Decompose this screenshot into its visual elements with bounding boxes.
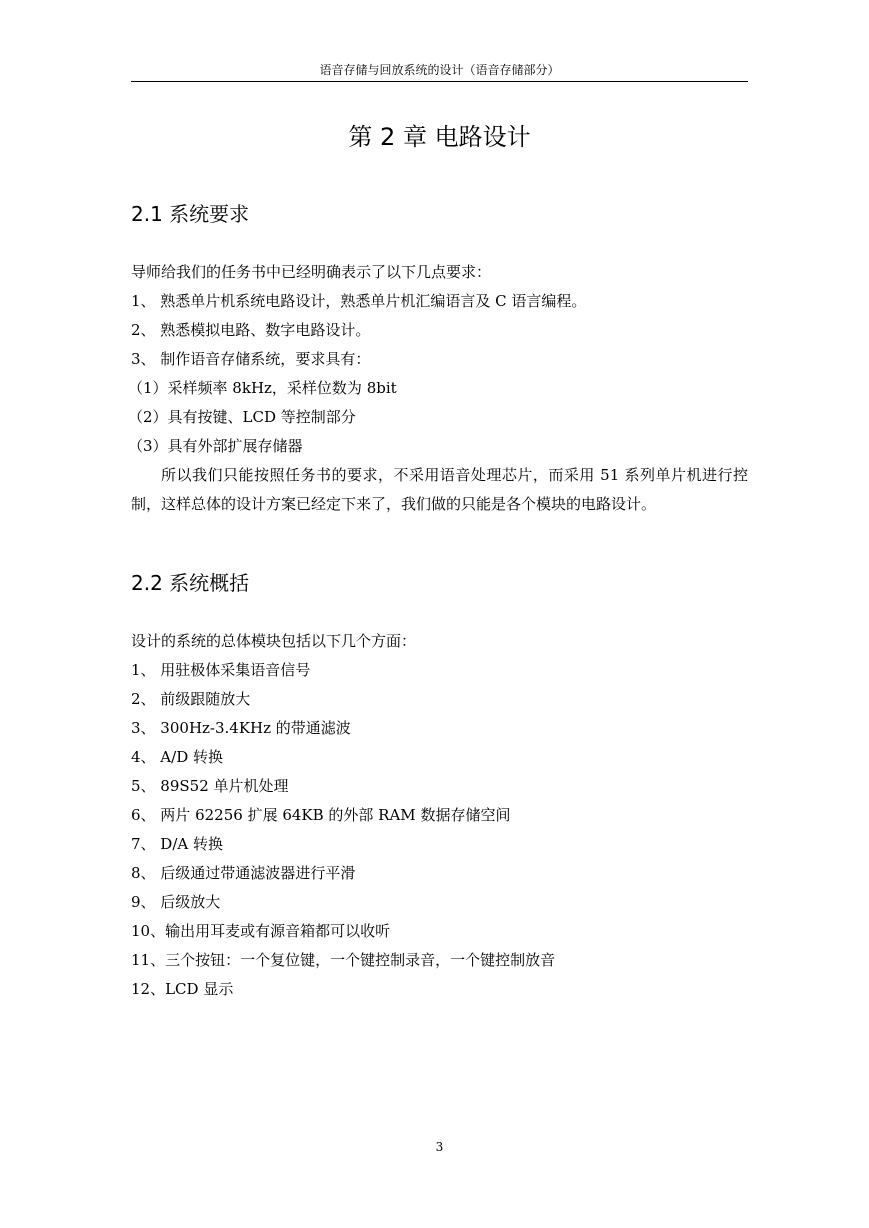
running-header: 语音存储与回放系统的设计（语音存储部分） bbox=[319, 63, 560, 77]
module-item: 1、 用驻极体采集语音信号 bbox=[131, 661, 311, 679]
header-divider bbox=[131, 81, 748, 82]
requirement-subitem: （2）具有按键、LCD 等控制部分 bbox=[128, 408, 356, 426]
section-2-1-title: 2.1 系统要求 bbox=[131, 202, 250, 226]
module-item: 3、 300Hz-3.4KHz 的带通滤波 bbox=[131, 719, 351, 737]
requirement-subitem: （3）具有外部扩展存储器 bbox=[128, 437, 303, 455]
chapter-title: 第 2 章 电路设计 bbox=[348, 123, 531, 151]
module-item: 11、三个按钮：一个复位键，一个键控制录音，一个键控制放音 bbox=[131, 951, 556, 969]
section-2-1-intro: 导师给我们的任务书中已经明确表示了以下几点要求： bbox=[131, 263, 492, 281]
requirement-item: 3、 制作语音存储系统，要求具有： bbox=[131, 350, 371, 368]
module-item: 8、 后级通过带通滤波器进行平滑 bbox=[131, 864, 356, 882]
section-2-2-title: 2.2 系统概括 bbox=[131, 571, 250, 595]
requirement-item: 2、 熟悉模拟电路、数字电路设计。 bbox=[131, 321, 371, 339]
module-item: 2、 前级跟随放大 bbox=[131, 690, 251, 708]
section-2-1-paragraph: 所以我们只能按照任务书的要求，不采用语音处理芯片，而采用 51 系列单片机进行控制，这样总体的设计方案已经定下来了，我们做的只能是各个模块的电路设计。 bbox=[131, 466, 748, 513]
module-item: 9、 后级放大 bbox=[131, 893, 221, 911]
page-number: 3 bbox=[435, 1140, 444, 1154]
module-item: 5、 89S52 单片机处理 bbox=[131, 777, 289, 795]
section-2-2-intro: 设计的系统的总体模块包括以下几个方面： bbox=[131, 632, 417, 650]
module-item: 7、 D/A 转换 bbox=[131, 835, 223, 853]
module-item: 6、 两片 62256 扩展 64KB 的外部 RAM 数据存储空间 bbox=[131, 806, 511, 824]
requirement-item: 1、 熟悉单片机系统电路设计，熟悉单片机汇编语言及 C 语言编程。 bbox=[131, 292, 587, 310]
module-item: 12、LCD 显示 bbox=[131, 980, 234, 998]
module-item: 4、 A/D 转换 bbox=[131, 748, 223, 766]
requirement-subitem: （1）采样频率 8kHz，采样位数为 8bit bbox=[128, 379, 397, 397]
module-item: 10、输出用耳麦或有源音箱都可以收听 bbox=[131, 922, 391, 940]
